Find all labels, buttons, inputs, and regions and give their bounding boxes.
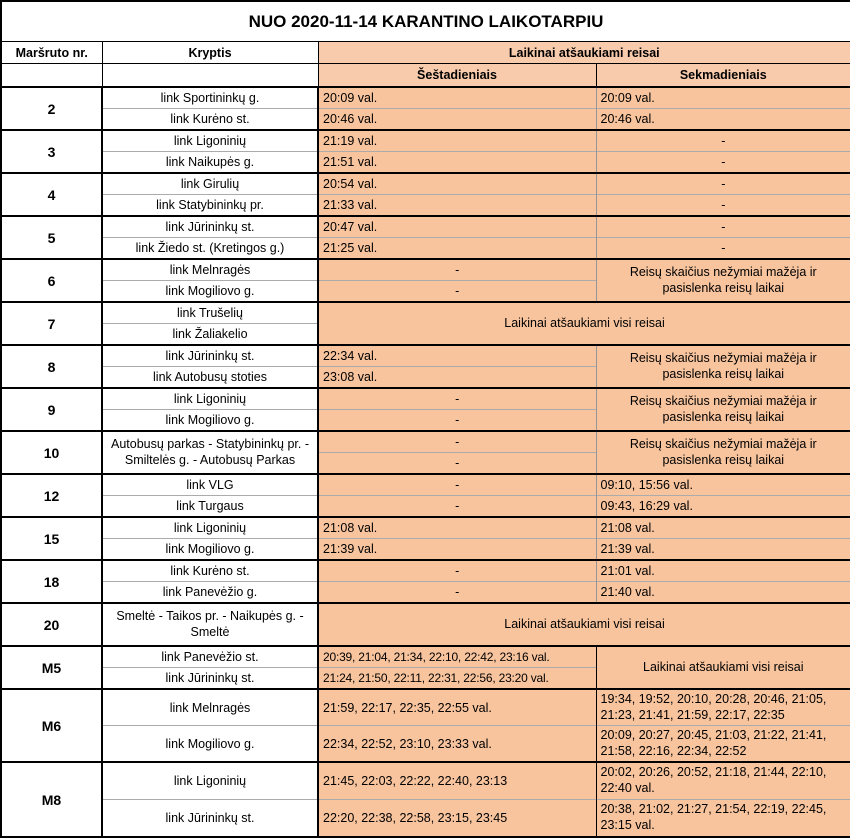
direction-cell: link Ligoninių bbox=[102, 762, 318, 800]
header-spacer-direction bbox=[102, 64, 318, 88]
route-number: 6 bbox=[1, 259, 102, 302]
saturday-dash: - bbox=[318, 582, 596, 604]
direction-cell: link VLG bbox=[102, 474, 318, 496]
saturday-times: 22:20, 22:38, 22:58, 23:15, 23:45 bbox=[318, 800, 596, 838]
header-spacer-route bbox=[1, 64, 102, 88]
column-header-saturday: Šeštadieniais bbox=[318, 64, 596, 88]
route-number: 4 bbox=[1, 173, 102, 216]
route-number: M8 bbox=[1, 762, 102, 837]
saturday-times: 20:09 val. bbox=[318, 87, 596, 109]
sunday-dash: - bbox=[596, 216, 850, 238]
sunday-times: 21:01 val. bbox=[596, 560, 850, 582]
direction-cell: link Žaliakelio bbox=[102, 324, 318, 346]
sunday-note: Reisų skaičius nežymiai mažėja ir pasislenka reisų laikai bbox=[596, 259, 850, 302]
column-header-route: Maršruto nr. bbox=[1, 42, 102, 64]
direction-cell: link Žiedo st. (Kretingos g.) bbox=[102, 238, 318, 260]
sunday-dash: - bbox=[596, 195, 850, 217]
sunday-note: Laikinai atšaukiami visi reisai bbox=[596, 646, 850, 689]
direction-cell: Smeltė - Taikos pr. - Naikupės g. - Smeltė bbox=[102, 603, 318, 646]
direction-cell: link Ligoninių bbox=[102, 517, 318, 539]
saturday-dash: - bbox=[318, 388, 596, 410]
saturday-dash: - bbox=[318, 560, 596, 582]
saturday-times: 20:47 val. bbox=[318, 216, 596, 238]
saturday-times: 21:25 val. bbox=[318, 238, 596, 260]
saturday-times: 23:08 val. bbox=[318, 367, 596, 389]
direction-cell: link Turgaus bbox=[102, 496, 318, 518]
sunday-times: 20:02, 20:26, 20:52, 21:18, 21:44, 22:10, 22:40 val. bbox=[596, 762, 850, 800]
direction-cell: link Jūrininkų st. bbox=[102, 668, 318, 690]
sunday-times: 20:09 val. bbox=[596, 87, 850, 109]
direction-cell: link Jūrininkų st. bbox=[102, 800, 318, 838]
sunday-times: 21:40 val. bbox=[596, 582, 850, 604]
direction-cell: link Ligoninių bbox=[102, 388, 318, 410]
route-number: 2 bbox=[1, 87, 102, 130]
sunday-note: Reisų skaičius nežymiai mažėja ir pasislenka reisų laikai bbox=[596, 345, 850, 388]
direction-cell: link Naikupės g. bbox=[102, 152, 318, 174]
route-number: 18 bbox=[1, 560, 102, 603]
route-number: 8 bbox=[1, 345, 102, 388]
route-number: M5 bbox=[1, 646, 102, 689]
direction-cell: link Melnragės bbox=[102, 259, 318, 281]
sunday-times: 20:38, 21:02, 21:27, 21:54, 22:19, 22:45, 23:15 val. bbox=[596, 800, 850, 838]
sunday-dash: - bbox=[596, 238, 850, 260]
saturday-times: 21:19 val. bbox=[318, 130, 596, 152]
saturday-dash: - bbox=[318, 453, 596, 475]
saturday-dash: - bbox=[318, 410, 596, 432]
saturday-times: 22:34, 22:52, 23:10, 23:33 val. bbox=[318, 726, 596, 763]
direction-cell: Autobusų parkas - Statybininkų pr. - Smiltelės g. - Autobusų Parkas bbox=[102, 431, 318, 474]
saturday-times: 20:46 val. bbox=[318, 109, 596, 131]
saturday-times: 21:59, 22:17, 22:35, 22:55 val. bbox=[318, 689, 596, 726]
saturday-times: 21:39 val. bbox=[318, 539, 596, 561]
sunday-dash: - bbox=[596, 130, 850, 152]
saturday-dash: - bbox=[318, 259, 596, 281]
saturday-dash: - bbox=[318, 474, 596, 496]
direction-cell: link Sportininkų g. bbox=[102, 87, 318, 109]
route-number: 20 bbox=[1, 603, 102, 646]
saturday-times: 21:51 val. bbox=[318, 152, 596, 174]
direction-cell: link Panevėžio g. bbox=[102, 582, 318, 604]
saturday-times: 21:33 val. bbox=[318, 195, 596, 217]
direction-cell: link Panevėžio st. bbox=[102, 646, 318, 668]
saturday-times: 21:45, 22:03, 22:22, 22:40, 23:13 bbox=[318, 762, 596, 800]
direction-cell: link Jūrininkų st. bbox=[102, 216, 318, 238]
route-number: 3 bbox=[1, 130, 102, 173]
direction-cell: link Mogiliovo g. bbox=[102, 539, 318, 561]
sunday-times: 20:09, 20:27, 20:45, 21:03, 21:22, 21:41, 21:58, 22:16, 22:34, 22:52 bbox=[596, 726, 850, 763]
column-header-sunday: Sekmadieniais bbox=[596, 64, 850, 88]
sunday-note: Reisų skaičius nežymiai mažėja ir pasislenka reisų laikai bbox=[596, 388, 850, 431]
route-number: 9 bbox=[1, 388, 102, 431]
sunday-note: Reisų skaičius nežymiai mažėja ir pasislenka reisų laikai bbox=[596, 431, 850, 474]
sunday-dash: - bbox=[596, 173, 850, 195]
direction-cell: link Mogiliovo g. bbox=[102, 726, 318, 763]
sunday-times: 20:46 val. bbox=[596, 109, 850, 131]
sunday-dash: - bbox=[596, 152, 850, 174]
direction-cell: link Autobusų stoties bbox=[102, 367, 318, 389]
cancelled-note: Laikinai atšaukiami visi reisai bbox=[318, 302, 850, 345]
direction-cell: link Kurėno st. bbox=[102, 109, 318, 131]
saturday-times: 20:54 val. bbox=[318, 173, 596, 195]
saturday-dash: - bbox=[318, 496, 596, 518]
saturday-times: 20:39, 21:04, 21:34, 22:10, 22:42, 23:16 val. bbox=[318, 646, 596, 668]
direction-cell: link Kurėno st. bbox=[102, 560, 318, 582]
route-number: 12 bbox=[1, 474, 102, 517]
direction-cell: link Girulių bbox=[102, 173, 318, 195]
direction-cell: link Jūrininkų st. bbox=[102, 345, 318, 367]
sunday-times: 09:10, 15:56 val. bbox=[596, 474, 850, 496]
sunday-times: 21:08 val. bbox=[596, 517, 850, 539]
direction-cell: link Mogiliovo g. bbox=[102, 410, 318, 432]
route-number: 10 bbox=[1, 431, 102, 474]
direction-cell: link Mogiliovo g. bbox=[102, 281, 318, 303]
sunday-times: 19:34, 19:52, 20:10, 20:28, 20:46, 21:05, 21:23, 21:41, 21:59, 22:17, 22:35 bbox=[596, 689, 850, 726]
direction-cell: link Ligoninių bbox=[102, 130, 318, 152]
route-number: 5 bbox=[1, 216, 102, 259]
direction-cell: link Trušelių bbox=[102, 302, 318, 324]
saturday-times: 21:08 val. bbox=[318, 517, 596, 539]
saturday-times: 22:34 val. bbox=[318, 345, 596, 367]
page-title: NUO 2020-11-14 KARANTINO LAIKOTARPIU bbox=[1, 1, 850, 42]
column-header-cancelled: Laikinai atšaukiami reisai bbox=[318, 42, 850, 64]
saturday-times: 21:24, 21:50, 22:11, 22:31, 22:56, 23:20 val. bbox=[318, 668, 596, 690]
route-number: 15 bbox=[1, 517, 102, 560]
sunday-times: 09:43, 16:29 val. bbox=[596, 496, 850, 518]
saturday-dash: - bbox=[318, 281, 596, 303]
cancelled-note: Laikinai atšaukiami visi reisai bbox=[318, 603, 850, 646]
column-header-direction: Kryptis bbox=[102, 42, 318, 64]
direction-cell: link Melnragės bbox=[102, 689, 318, 726]
direction-cell: link Statybininkų pr. bbox=[102, 195, 318, 217]
sunday-times: 21:39 val. bbox=[596, 539, 850, 561]
route-number: 7 bbox=[1, 302, 102, 345]
route-number: M6 bbox=[1, 689, 102, 762]
saturday-dash: - bbox=[318, 431, 596, 453]
